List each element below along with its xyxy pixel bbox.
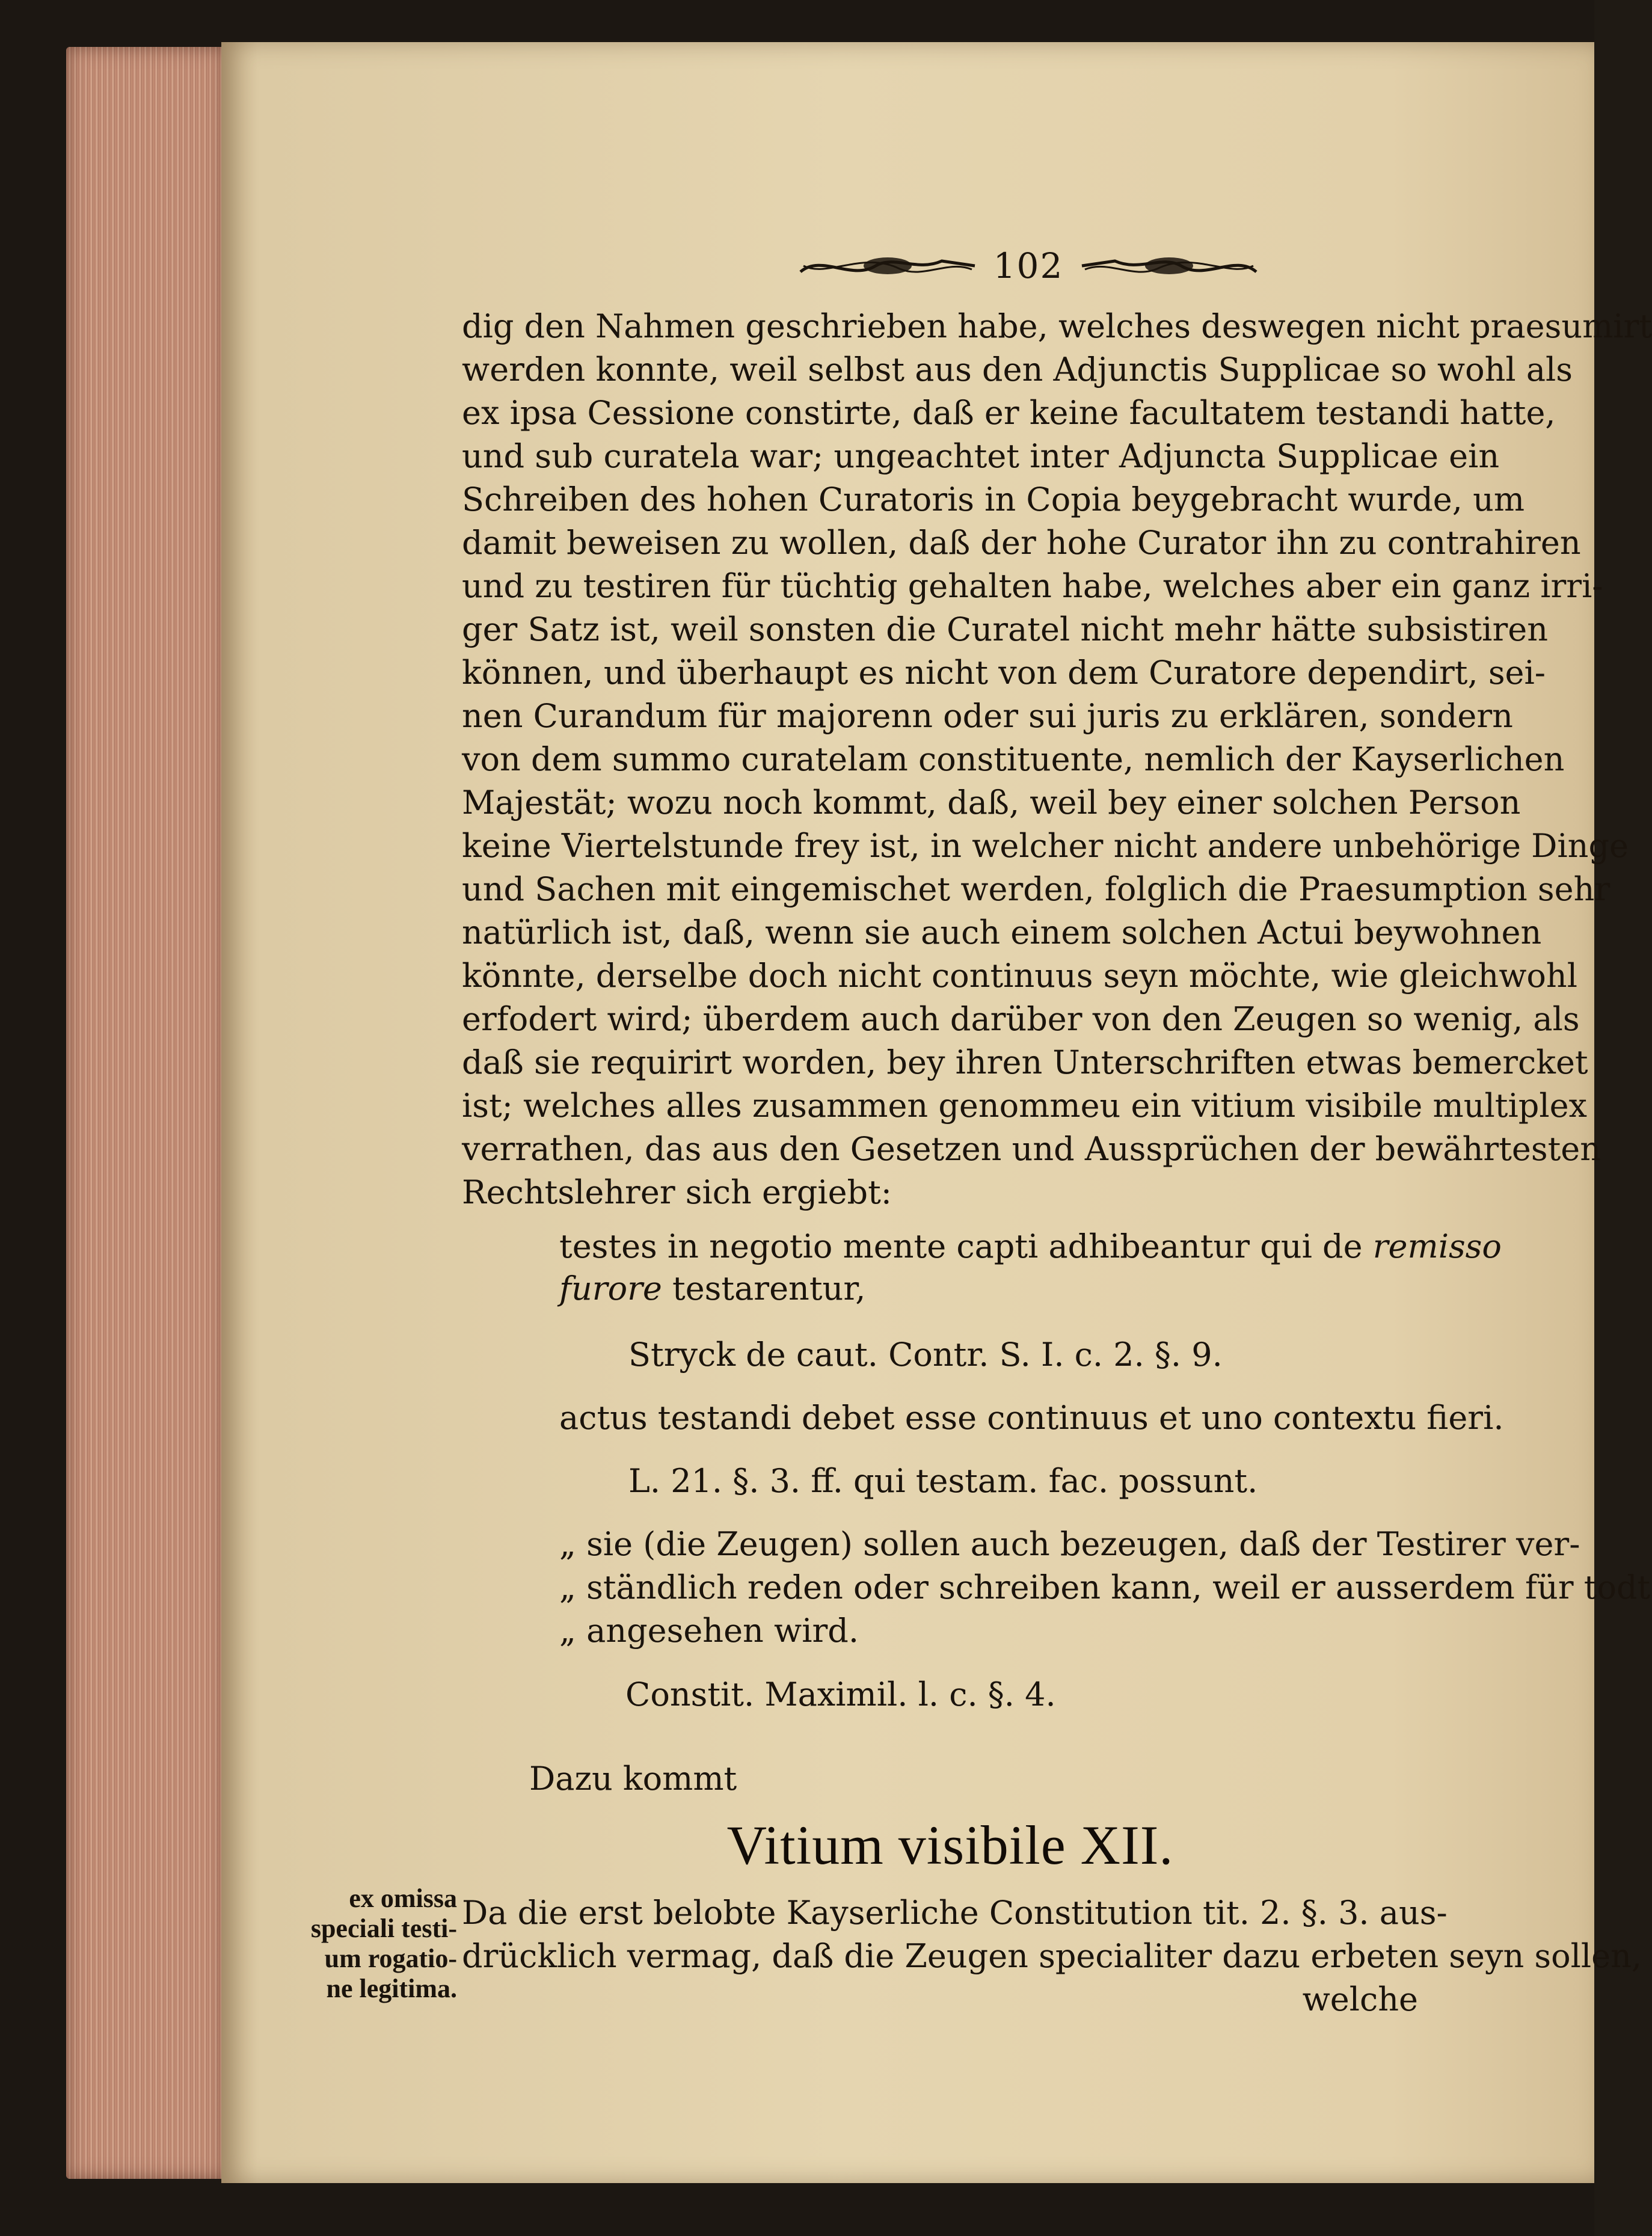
quote-italic: remisso — [1372, 1227, 1502, 1265]
citation-2: L. 21. §. 3. ff. qui testam. fac. possunt. — [628, 1462, 1258, 1500]
text-line: erfodert wird; überdem auch darüber von den Zeugen so wenig, als — [462, 1000, 1580, 1038]
text-line: und zu testiren für tüchtig gehalten habe, welches aber ein ganz irri- — [462, 567, 1603, 605]
text-line: nen Curandum für majorenn oder sui juris zu erklären, sondern — [462, 697, 1513, 735]
text-line: Majestät; wozu noch kommt, daß, weil bey einer solchen Person — [462, 784, 1521, 822]
text-line: dig den Nahmen geschrieben habe, welches deswegen nicht praesumirt — [462, 307, 1652, 345]
citation-3: Constit. Maximil. l. c. §. 4. — [625, 1675, 1056, 1713]
text-line: können, und überhaupt es nicht von dem Curatore dependirt, sei- — [462, 654, 1546, 692]
text-line: drücklich vermag, daß die Zeugen specialiter dazu erbeten seyn sollen, — [462, 1937, 1642, 1975]
margin-note — [289, 1884, 457, 2004]
legal-quote-3: „ ständlich reden oder schreiben kann, weil er ausserdem für todt — [559, 1568, 1651, 1606]
legal-quote-1-cont — [559, 1269, 865, 1309]
section-heading: Vitium visibile XII. — [726, 1814, 1174, 1876]
left-ornament-icon — [797, 248, 978, 284]
catchword — [462, 1980, 1418, 2019]
text-line: und sub curatela war; ungeachtet inter Adjuncta Supplicae ein — [462, 437, 1500, 475]
right-ornament-icon — [1079, 248, 1259, 284]
legal-quote-3: „ angesehen wird. — [559, 1612, 859, 1650]
text-line: Da die erst belobte Kayserliche Constitution tit. 2. §. 3. aus- — [462, 1894, 1448, 1932]
page-number: 102 — [993, 245, 1064, 286]
legal-quote-1 — [559, 1227, 1502, 1267]
margin-note-line: ne legitima. — [326, 1974, 457, 2003]
citation-1: Stryck de caut. Contr. S. I. c. 2. §. 9. — [628, 1336, 1223, 1374]
catchword-text: welche — [1302, 1980, 1418, 2018]
legal-quote-3: „ sie (die Zeugen) sollen auch bezeugen, daß der Testirer ver- — [559, 1525, 1580, 1563]
text-line: von dem summo curatelam constituente, nemlich der Kayserlichen — [462, 740, 1565, 778]
page-edges — [66, 47, 226, 2179]
legal-quote-2: actus testandi debet esse continuus et uno contextu fieri. — [559, 1399, 1504, 1437]
text-line: Rechtslehrer sich ergiebt: — [462, 1173, 892, 1211]
text-line: werden konnte, weil selbst aus den Adjunctis Supplicae so wohl als — [462, 351, 1573, 389]
text-line: keine Viertelstunde frey ist, in welcher nicht andere unbehörige Dinge — [462, 827, 1629, 865]
margin-note-line: ex omissa — [349, 1884, 457, 1913]
transition-text: Dazu kommt — [529, 1760, 737, 1798]
quote-text: testarentur, — [662, 1270, 866, 1307]
text-line: Schreiben des hohen Curatoris in Copia beygebracht wurde, um — [462, 481, 1525, 518]
text-line: ger Satz ist, weil sonsten die Curatel nicht mehr hätte subsistiren — [462, 610, 1548, 648]
quote-italic: furore — [559, 1270, 662, 1307]
margin-note-line: speciali testi- — [310, 1914, 457, 1943]
quote-text: testes in negotio mente capti adhibeantur qui de — [559, 1227, 1373, 1265]
text-line: und Sachen mit eingemischet werden, folglich die Praesumption sehr — [462, 870, 1611, 908]
text-line: ist; welches alles zusammen genommeu ein vitium visibile multiplex — [462, 1087, 1588, 1125]
text-line: damit beweisen zu wollen, daß der hohe Curator ihn zu contrahiren — [462, 524, 1581, 562]
text-line: könnte, derselbe doch nicht continuus seyn möchte, wie gleichwohl — [462, 957, 1577, 995]
page-header — [890, 242, 1167, 290]
text-line: daß sie requirirt worden, bey ihren Unterschriften etwas bemercket — [462, 1043, 1588, 1081]
text-line: ex ipsa Cessione constirte, daß er keine facultatem testandi hatte, — [462, 394, 1556, 432]
margin-note-line: um rogatio- — [324, 1944, 457, 1973]
text-line: verrathen, das aus den Gesetzen und Aussprüchen der bewährtesten — [462, 1130, 1601, 1168]
text-line: natürlich ist, daß, wenn sie auch einem solchen Actui beywohnen — [462, 914, 1542, 951]
